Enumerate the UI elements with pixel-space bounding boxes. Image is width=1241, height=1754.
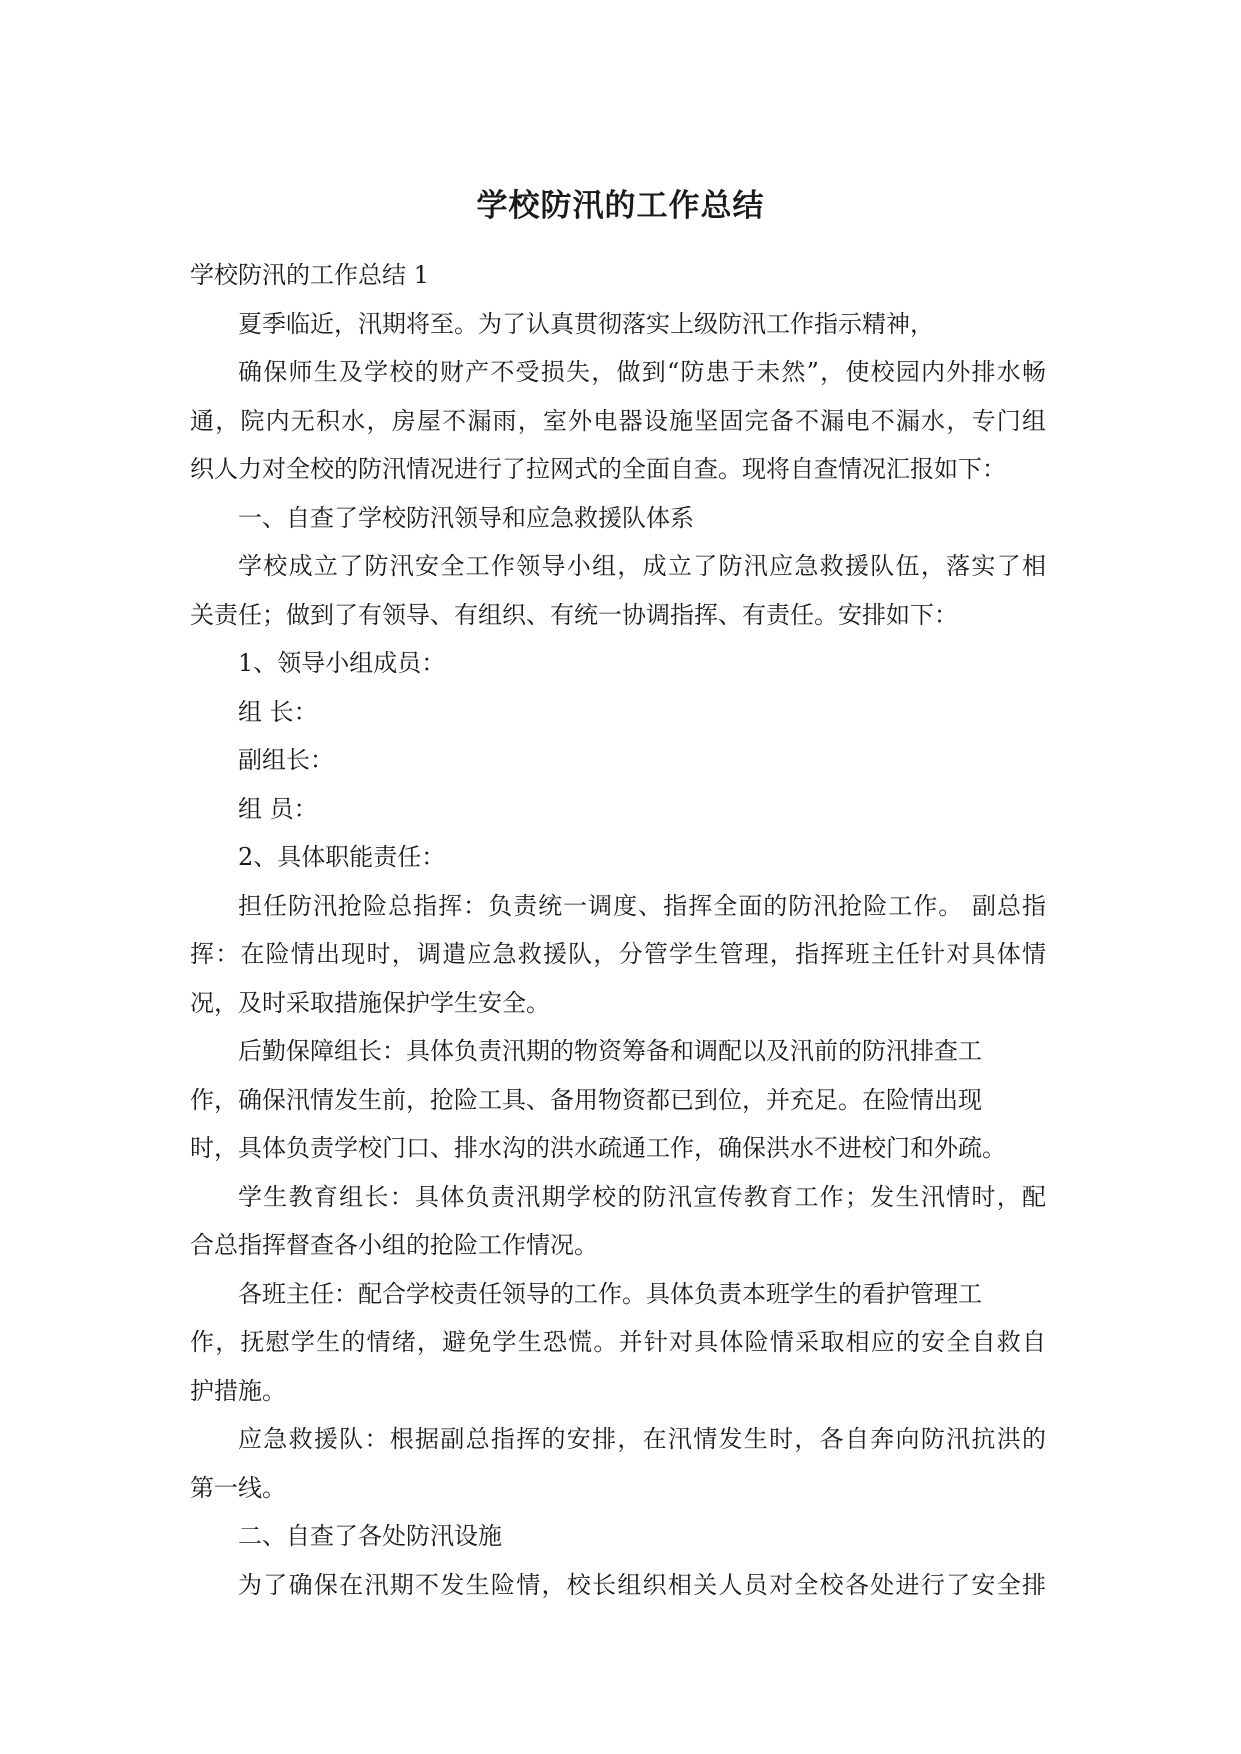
text-line: 学生教育组长：具体负责汛期学校的防汛宣传教育工作；发生汛情时，配	[238, 1182, 1046, 1211]
text-line: 副组长：	[238, 746, 334, 774]
text-line: 学校成立了防汛安全工作领导小组，成立了防汛应急救援队伍，落实了相	[238, 552, 1046, 580]
document-title: 学校防汛的工作总结	[476, 188, 765, 224]
text-line: 应急救援队：根据副总指挥的安排，在汛情发生时，各自奔向防汛抗洪的	[238, 1425, 1046, 1453]
text-line: 担任防汛抢险总指挥：负责统一调度、指挥全面的防汛抢险工作。 副总指	[238, 891, 1046, 920]
text-line: 学校防汛的工作总结 1	[190, 261, 429, 289]
text-line: 织人力对全校的防汛情况进行了拉网式的全面自查。现将自查情况汇报如下：	[190, 455, 1006, 483]
text-line: 挥：在险情出现时，调遣应急救援队，分管学生管理，指挥班主任针对具体情	[190, 940, 1046, 968]
text-line: 关责任；做到了有领导、有组织、有统一协调指挥、有责任。安排如下：	[190, 600, 958, 629]
text-line: 时，具体负责学校门口、排水沟的洪水疏通工作，确保洪水不进校门和外疏。	[190, 1134, 1006, 1162]
text-line: 组 员：	[238, 794, 318, 823]
text-line: 护措施。	[190, 1376, 286, 1405]
text-line: 组 长：	[238, 697, 318, 726]
text-line: 后勤保障组长：具体负责汛期的物资筹备和调配以及汛前的防汛排查工	[238, 1037, 982, 1065]
text-line: 合总指挥督查各小组的抢险工作情况。	[190, 1231, 598, 1259]
text-line: 二、自查了各处防汛设施	[238, 1522, 502, 1550]
document-body	[190, 251, 1046, 1609]
text-line: 作，抚慰学生的情绪，避免学生恐慌。并针对具体险情采取相应的安全自救自	[190, 1328, 1046, 1356]
text-line: 第一线。	[190, 1473, 286, 1502]
text-line: 1、领导小组成员：	[238, 649, 446, 677]
text-line: 一、自查了学校防汛领导和应急救援队体系	[238, 503, 694, 532]
text-line: 各班主任：配合学校责任领导的工作。具体负责本班学生的看护管理工	[238, 1279, 982, 1308]
text-line: 夏季临近，汛期将至。为了认真贯彻落实上级防汛工作指示精神，	[238, 309, 934, 338]
text-line: 作，确保汛情发生前，抢险工具、备用物资都已到位，并充足。在险情出现	[190, 1085, 982, 1114]
text-line: 确保师生及学校的财产不受损失，做到“防患于未然”，使校园内外排水畅	[238, 358, 1046, 386]
text-line: 为了确保在汛期不发生险情，校长组织相关人员对全校各处进行了安全排	[238, 1570, 1046, 1599]
text-line: 2、具体职能责任：	[238, 843, 446, 871]
text-line: 通，院内无积水，房屋不漏雨，室外电器设施坚固完备不漏电不漏水，专门组	[190, 406, 1046, 435]
text-line: 况，及时采取措施保护学生安全。	[190, 988, 550, 1017]
